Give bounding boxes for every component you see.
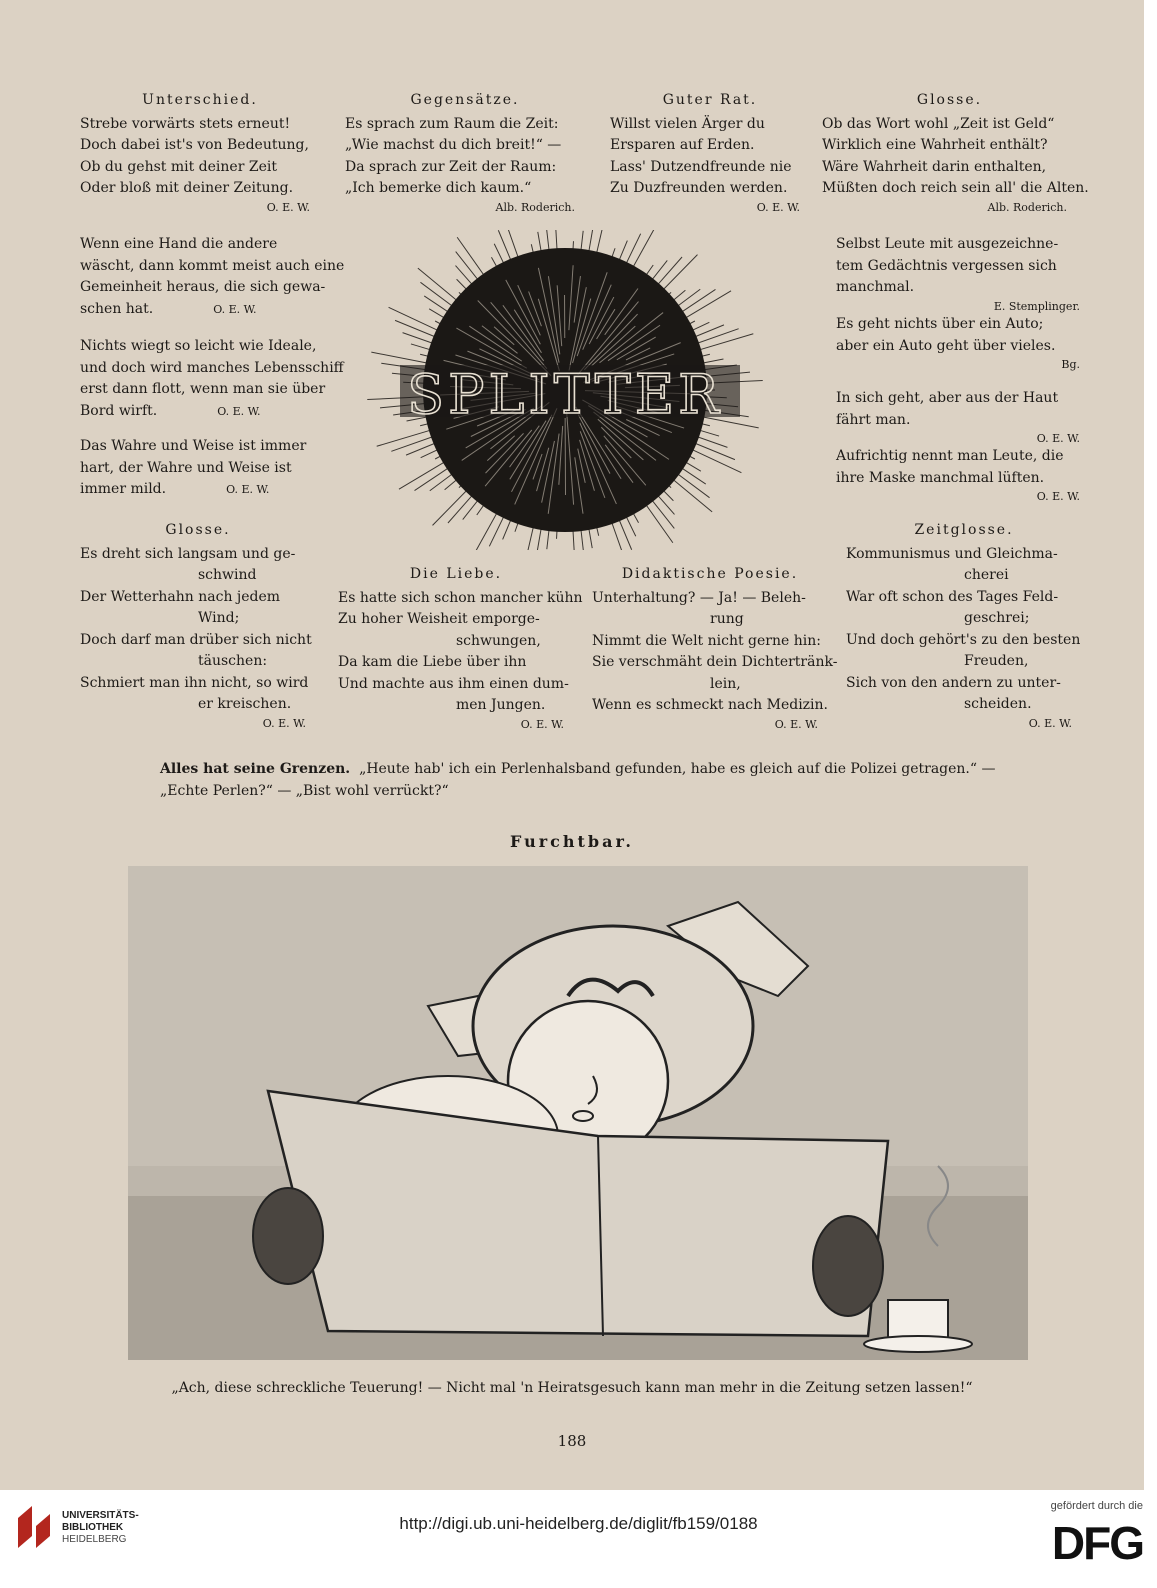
verse-line: Doch dabei ist's von Bedeutung, xyxy=(80,137,309,153)
verse-line: schwind xyxy=(198,567,257,583)
verse-line: men Jungen. xyxy=(456,697,546,713)
author-signature: O. E. W. xyxy=(262,716,306,730)
verse-line: War oft schon des Tages Feld- xyxy=(846,588,1059,605)
verse-heading: Didaktische Poesie. xyxy=(621,566,799,582)
verse-line: Wäre Wahrheit darin enthalten, xyxy=(822,158,1047,175)
verse-line: Lass' Dutzendfreunde nie xyxy=(610,158,792,175)
verse-line: Es dreht sich langsam und ge- xyxy=(80,545,296,562)
aphorism-line: wäscht, dann kommt meist auch eine xyxy=(80,257,345,274)
aphorism xyxy=(836,446,1080,505)
aphorism-line: und doch wird manches Lebensschiff xyxy=(80,359,344,376)
aphorism-line: manchmal. xyxy=(836,279,915,295)
verse-column-top xyxy=(822,90,1089,216)
aphorism-last-line xyxy=(80,299,332,321)
verse-column-top xyxy=(610,90,810,216)
author-signature: O. E. W. xyxy=(226,483,270,496)
library-name-line3: HEIDELBERG xyxy=(62,1534,127,1545)
funding-label: gefördert durch die xyxy=(1050,1500,1143,1512)
verse-line: Ob das Wort wohl „Zeit ist Geld“ xyxy=(822,115,1055,132)
verse-heading: Zeitglosse. xyxy=(914,522,1014,538)
verse-line: Müßten doch reich sein all' die Alten. xyxy=(822,180,1089,196)
aphorism-line: In sich geht, aber aus der Haut xyxy=(836,390,1059,406)
page-number: 188 xyxy=(557,1432,587,1450)
library-name-line2: BIBLIOTHEK xyxy=(62,1522,124,1533)
author-signature: Bg. xyxy=(1061,358,1080,371)
anecdote-title: Alles hat seine Grenzen. xyxy=(160,761,351,777)
aphorism xyxy=(836,234,1080,315)
author-signature: O. E. W. xyxy=(217,404,261,418)
aphorism-line: hart, der Wahre und Weise ist xyxy=(80,459,292,476)
verse-line: Freuden, xyxy=(964,653,1029,669)
author-signature: O. E. W. xyxy=(520,717,564,731)
aphorism-line: Bord wirft. xyxy=(80,402,158,419)
verse-line: „Wie machst du dich breit!“ — xyxy=(345,137,562,153)
verse-column-bottom xyxy=(592,564,838,733)
aphorism-last-line xyxy=(80,479,332,501)
aphorism-line: tem Gedächtnis vergessen sich xyxy=(836,257,1057,274)
aphorism-line: Nichts wiegt so leicht wie Ideale, xyxy=(80,338,317,354)
verse-line: Schmiert man ihn nicht, so wird xyxy=(80,674,309,691)
verse-line: täuschen: xyxy=(198,653,268,669)
verse-line: rung xyxy=(710,611,744,627)
author-signature: O. E. W. xyxy=(756,200,800,214)
verse-line: Da sprach zur Zeit der Raum: xyxy=(345,158,557,175)
verse-line: Es sprach zum Raum die Zeit: xyxy=(345,115,559,132)
verse-line: Wirklich eine Wahrheit enthält? xyxy=(822,137,1048,153)
verse-line: schwungen, xyxy=(456,632,541,649)
verse-column-bottom xyxy=(338,564,583,733)
verse-heading: Glosse. xyxy=(916,92,983,108)
verse-line: geschrei; xyxy=(964,610,1030,626)
aphorism xyxy=(836,388,1080,447)
verse-column-top xyxy=(345,90,585,216)
cartoon-caption: „Ach, diese schreckliche Teuerung! — Nicht mal 'n Heiratsgesuch kann man mehr in die Zeitung setzen lassen!“ xyxy=(171,1380,973,1396)
cartoon-title: Furchtbar. xyxy=(510,832,634,851)
aphorism-line: ihre Maske manchmal lüften. xyxy=(836,469,1045,486)
verse-line: Da kam die Liebe über ihn xyxy=(338,654,527,670)
verse-line: Unterhaltung? — Ja! — Beleh- xyxy=(592,589,806,606)
verse-column-bottom xyxy=(846,520,1082,732)
author-signature: O. E. W. xyxy=(213,302,257,316)
splitter-burst-graphic xyxy=(360,230,790,550)
aphorism-line: immer mild. xyxy=(80,481,167,497)
verse-heading: Unterschied. xyxy=(142,92,258,108)
verse-column-bottom xyxy=(80,520,316,732)
verse-line: er kreischen. xyxy=(198,696,292,712)
library-name-line1: UNIVERSITÄTS- xyxy=(62,1510,139,1521)
aphorism-last-line xyxy=(80,401,332,423)
verse-line: Sie verschmäht dein Dichtertränk- xyxy=(592,654,838,670)
verse-line: Und machte aus ihm einen dum- xyxy=(338,675,569,692)
page-url-link[interactable]: http://digi.ub.uni-heidelberg.de/diglit/fb159/0188 xyxy=(399,1514,758,1533)
dfg-logo: DFG xyxy=(1051,1517,1143,1569)
verse-heading: Glosse. xyxy=(165,522,231,538)
author-signature: O. E. W. xyxy=(266,200,310,214)
splitter-ornament xyxy=(360,230,790,550)
author-signature: E. Stemplinger. xyxy=(993,299,1080,313)
aphorism-line: Das Wahre und Weise ist immer xyxy=(80,438,307,454)
verse-line: Nimmt die Welt nicht gerne hin: xyxy=(592,632,821,649)
verse-line: lein, xyxy=(710,675,741,692)
verse-heading: Die Liebe. xyxy=(409,566,503,582)
verse-line: Strebe vorwärts stets erneut! xyxy=(80,115,291,132)
aphorism-line: schen hat. xyxy=(80,300,154,317)
author-signature: O. E. W. xyxy=(1036,490,1080,503)
verse-line: „Ich bemerke dich kaum.“ xyxy=(345,180,532,196)
verse-column-top xyxy=(80,90,320,216)
verse-line: Wenn es schmeckt nach Medizin. xyxy=(592,697,828,713)
verse-line: Der Wetterhahn nach jedem xyxy=(80,588,281,605)
aphorism-line: Wenn eine Hand die andere xyxy=(80,236,278,252)
aphorism xyxy=(80,336,344,422)
cartoon-illustration xyxy=(128,866,1028,1360)
verse-line: Und doch gehört's zu den besten xyxy=(846,631,1081,648)
aphorism-line: fährt man. xyxy=(836,411,911,428)
splitter-title: SPLITTER xyxy=(407,363,723,426)
aphorism-line: erst dann flott, wenn man sie über xyxy=(80,381,326,397)
verse-line: cherei xyxy=(964,567,1009,583)
verse-line: Ob du gehst mit deiner Zeit xyxy=(80,158,277,175)
verse-line: Doch darf man drüber sich nicht xyxy=(80,631,312,648)
anecdote-paragraph xyxy=(160,758,1010,802)
author-signature: Alb. Roderich. xyxy=(987,200,1067,214)
anecdote-text: „Heute hab' ich ein Perlenhalsband gefunden, habe es gleich auf die Polizei getragen.“ — „Echte Perlen?“ — „Bist wohl verrückt?“ xyxy=(160,761,996,799)
verse-line: scheiden. xyxy=(964,696,1032,712)
verse-line: Oder bloß mit deiner Zeitung. xyxy=(80,180,294,196)
woman-reading-newspaper-drawing xyxy=(128,866,1028,1360)
aphorism-line: Selbst Leute mit ausgezeichne- xyxy=(836,236,1059,252)
verse-line: Es hatte sich schon mancher kühn xyxy=(338,589,583,606)
aphorism xyxy=(80,436,332,501)
author-signature: O. E. W. xyxy=(1028,716,1072,730)
library-footer xyxy=(0,1490,1157,1588)
verse-line: Kommunismus und Gleichma- xyxy=(846,545,1058,562)
author-signature: Alb. Roderich. xyxy=(495,200,575,214)
aphorism-line: aber ein Auto geht über vieles. xyxy=(836,337,1056,354)
verse-heading: Gegensätze. xyxy=(410,92,520,108)
verse-line: Zu hoher Weisheit emporge- xyxy=(338,611,540,627)
aphorism-line: Es geht nichts über ein Auto; xyxy=(836,316,1044,332)
aphorism xyxy=(80,234,345,320)
verse-line: Wind; xyxy=(198,610,240,626)
verse-heading: Guter Rat. xyxy=(662,92,758,108)
verse-line: Ersparen auf Erden. xyxy=(610,137,755,153)
verse-line: Zu Duzfreunden werden. xyxy=(610,180,788,196)
verse-line: Willst vielen Ärger du xyxy=(610,115,765,132)
verse-line: Sich von den andern zu unter- xyxy=(846,674,1061,691)
aphorism-line: Aufrichtig nennt man Leute, die xyxy=(836,448,1064,464)
author-signature: O. E. W. xyxy=(1036,432,1080,445)
author-signature: O. E. W. xyxy=(774,717,818,731)
aphorism xyxy=(836,314,1080,373)
aphorism-line: Gemeinheit heraus, die sich gewa- xyxy=(80,279,326,295)
